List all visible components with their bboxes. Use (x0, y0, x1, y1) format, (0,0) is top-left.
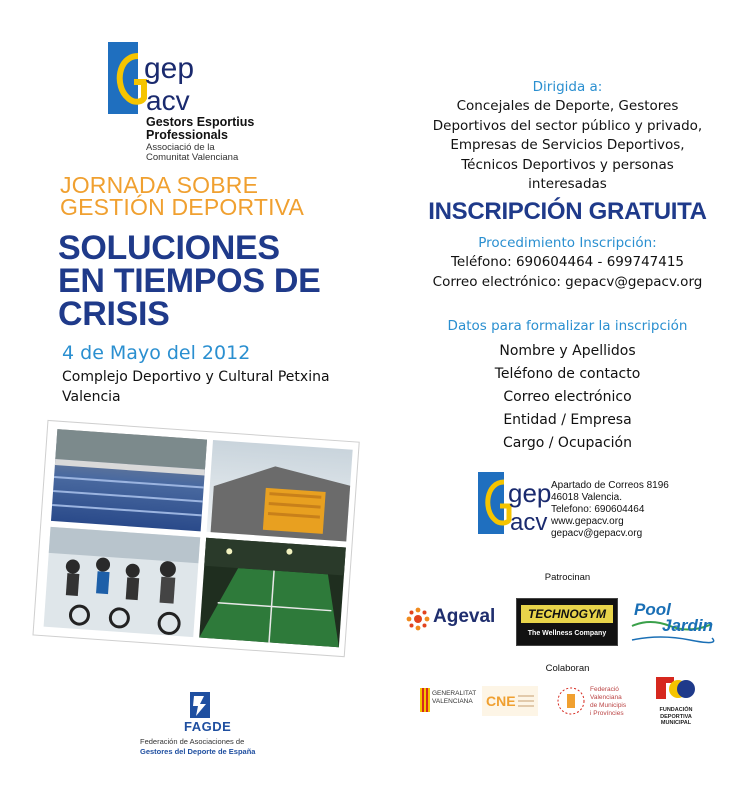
gva-flag-icon (420, 688, 430, 712)
gep-logo (108, 42, 258, 162)
event-venue-line2: Valencia (62, 389, 121, 405)
event-title-line1: SOLUCIONES (58, 229, 280, 267)
fvmp-line4: i Províncies (590, 710, 624, 717)
cne-text: CNE (486, 693, 516, 709)
technogym-name: TECHNOGYM (521, 605, 613, 623)
data-heading: Datos para formalizar la inscripción (447, 318, 688, 334)
collaborators-heading: Colaboran (545, 663, 590, 674)
procedure-phone: Teléfono: 690604464 - 699747415 (450, 254, 685, 270)
audience-list (405, 97, 730, 195)
data-item: Correo electrónico (503, 389, 632, 405)
audience-heading: Dirigida a: (532, 79, 603, 95)
photo-sports-building (207, 440, 353, 542)
event-title (58, 229, 321, 333)
fvmp-line1: Federació (590, 686, 619, 693)
gva-line2: VALENCIANA (432, 698, 473, 705)
photo-spinning-class (44, 527, 201, 637)
event-kicker (60, 174, 304, 218)
event-venue-line1: Complejo Deportivo y Cultural Petxina (62, 369, 330, 385)
ageval-logo (406, 603, 506, 637)
fagde-desc-line2: Gestores del Deporte de España (140, 747, 256, 756)
event-title-line3: CRISIS (58, 295, 170, 333)
gva-line1: GENERALITAT (432, 690, 477, 697)
fvmp-logo (552, 684, 637, 718)
org-name-line2: Professionals (146, 128, 228, 142)
cne-logo (482, 686, 538, 716)
gva-logo (420, 686, 480, 716)
fvmp-line3: de Municipis (590, 702, 627, 709)
event-kicker-line2: GESTIÓN DEPORTIVA (60, 194, 305, 220)
pool-jardin-logo (630, 596, 714, 648)
gep-small-acv: acv (510, 509, 548, 536)
contact-block (551, 480, 669, 540)
audience-line: Técnicos Deportivos y personas (461, 156, 674, 173)
gep-logo-small (478, 470, 552, 540)
org-name-line1: Gestors Esportius (146, 115, 255, 129)
fagde-logo (140, 692, 280, 762)
org-sub-line1: Associació de la (146, 142, 215, 153)
free-registration-title: INSCRIPCIÓN GRATUITA (428, 198, 707, 225)
sponsors-heading: Patrocinan (544, 572, 591, 583)
fdm-emblem-icon (656, 675, 696, 705)
data-item: Entidad / Empresa (503, 412, 632, 428)
contact-line: Apartado de Correos 8196 (551, 480, 669, 491)
fagde-name-gde: GDE (201, 719, 232, 734)
photo-collage (30, 425, 360, 655)
audience-line: Deportivos del sector público y privado, (432, 117, 703, 134)
gep-logo-gep: gep (144, 52, 195, 85)
data-item: Teléfono de contacto (494, 366, 641, 382)
procedure-email: Correo electrónico: gepacv@gepacv.org (432, 273, 703, 290)
fagde-name (184, 719, 231, 734)
fvmp-line2: Valenciana (590, 694, 622, 701)
gep-small-gep: gep (508, 478, 552, 508)
cne-logo-mark (482, 686, 538, 716)
org-sub-line2: Comunitat Valenciana (146, 152, 239, 163)
procedure-details (405, 253, 730, 292)
data-item: Nombre y Apellidos (499, 343, 636, 359)
fagde-desc-line1: Federación de Asociaciones de (140, 737, 245, 746)
audience-line: interesadas (528, 176, 607, 192)
contact-line: gepacv@gepacv.org (551, 528, 643, 539)
fagde-logo-mark (184, 692, 214, 720)
data-list (405, 340, 730, 455)
photo-paddle-court (199, 538, 346, 648)
audience-line: Empresas de Servicios Deportivos, (450, 137, 685, 153)
fvmp-emblem-icon (556, 686, 586, 716)
event-venue (62, 367, 330, 407)
gep-logo-acv: acv (146, 85, 190, 116)
fdm-name (650, 707, 702, 727)
jardin-text: Jardin (662, 616, 714, 635)
event-date: 4 de Mayo del 2012 (62, 342, 251, 364)
event-kicker-line1: JORNADA SOBRE (60, 172, 259, 198)
contact-line: Telefono: 690604464 (551, 504, 645, 515)
pool-text: Pool (634, 600, 671, 619)
org-subtitle (146, 143, 238, 163)
procedure-heading: Procedimiento Inscripción: (478, 235, 657, 251)
contact-line: www.gepacv.org (551, 516, 624, 527)
contact-line: 46018 Valencia. (551, 492, 622, 503)
fdm-line1: FUNDACIÓN (659, 707, 693, 713)
fdm-line3: MUNICIPAL (660, 720, 692, 726)
fagde-name-fa: FA (184, 719, 202, 734)
ageval-name: Ageval (433, 606, 496, 627)
fdm-logo (650, 675, 702, 731)
data-item: Cargo / Ocupación (502, 435, 632, 451)
gep-logo-mark (108, 42, 195, 120)
fvmp-name (590, 686, 626, 718)
fdm-line2: DEPORTIVA (660, 713, 692, 720)
event-title-line2: EN TIEMPOS DE (58, 262, 321, 300)
technogym-logo (516, 598, 618, 646)
photo-swimming-pool (51, 429, 207, 531)
audience-line: Concejales de Deporte, Gestores (456, 98, 679, 114)
technogym-tagline: The Wellness Company (527, 630, 607, 637)
org-name (146, 116, 254, 142)
gva-name (432, 690, 476, 706)
ageval-star-icon (406, 607, 430, 631)
